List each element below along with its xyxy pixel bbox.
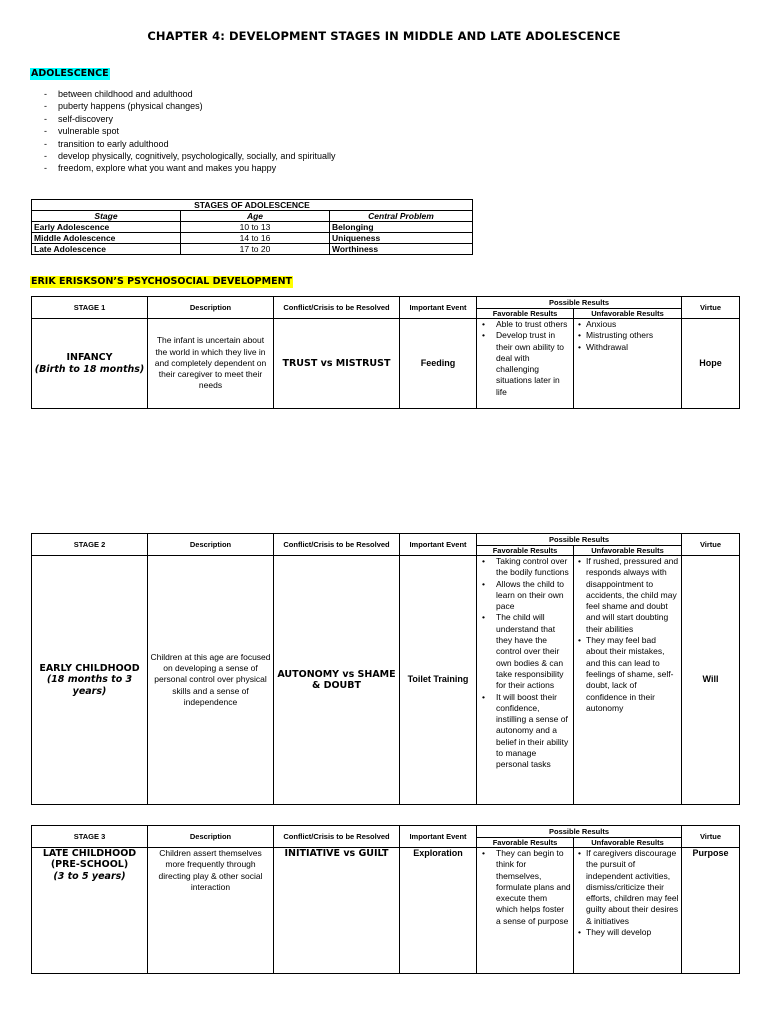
stage-age: (Birth to 18 months)	[34, 363, 145, 375]
table-row	[32, 244, 473, 255]
list-item: - puberty happens (physical changes)	[44, 100, 335, 112]
list-item: - vulnerable spot	[44, 125, 335, 137]
list-item: • Mistrusting others	[574, 330, 679, 341]
list-item: • If rushed, pressured and responds always with disappointment to accidents, the child may feel shame and doubt and will start doubting their abilities	[574, 556, 679, 635]
list-item: • Allows the child to learn on their own pace	[477, 579, 571, 613]
list-item: - freedom, explore what you want and makes you happy	[44, 162, 335, 174]
erikson-stage-1-table	[31, 296, 740, 409]
column-header: Important Event	[400, 826, 477, 848]
list-item: • If caregivers discourage the pursuit of independent activities, dismiss/criticize their efforts, children may feel guilty about their desires & initiatives	[574, 848, 679, 927]
description-cell: Children at this age are focused on developing a sense of personal control over physical skills and a sense of independence	[148, 556, 274, 805]
column-header: Central Problem	[330, 211, 473, 222]
adolescence-list	[44, 88, 335, 175]
conflict-cell: TRUST vs MISTRUST	[274, 319, 400, 409]
stage-cell: Early Adolescence	[32, 222, 181, 233]
column-header: Virtue	[682, 826, 740, 848]
event-cell: Feeding	[400, 319, 477, 409]
stage-name: LATE CHILDHOOD (PRE-SCHOOL)	[42, 848, 137, 871]
list-item: - transition to early adulthood	[44, 138, 335, 150]
list-item: • The child will understand that they have the control over their own bodies & can take responsibility for their actions	[477, 612, 571, 691]
event-cell: Toilet Training	[400, 556, 477, 805]
page-title: CHAPTER 4: DEVELOPMENT STAGES IN MIDDLE AND LATE ADOLESCENCE	[147, 29, 621, 43]
event-cell: Exploration	[400, 848, 477, 974]
stage-name-cell	[32, 319, 148, 409]
list-item: • Develop trust in their own ability to deal with challenging situations later in life	[477, 330, 571, 398]
stage-name-cell	[32, 556, 148, 805]
list-item: • Withdrawal	[574, 342, 679, 353]
erikson-stage-2-table	[31, 533, 740, 805]
column-header: Unfavorable Results	[574, 546, 682, 556]
description-cell: The infant is uncertain about the world in which they live in and completely dependent on their caregiver to meet their needs	[148, 319, 274, 409]
table-row	[32, 233, 473, 244]
table-row	[32, 222, 473, 233]
stage-age: (18 months to 3 years)	[46, 674, 133, 697]
column-header: Favorable Results	[477, 546, 574, 556]
stage-cell: Late Adolescence	[32, 244, 181, 255]
column-header: Conflict/Crisis to be Resolved	[274, 297, 400, 319]
column-header: Important Event	[400, 534, 477, 556]
virtue-cell: Hope	[682, 319, 740, 409]
list-item: - develop physically, cognitively, psychologically, socially, and spiritually	[44, 150, 335, 162]
erikson-stage-3-table	[31, 825, 740, 974]
column-header: Favorable Results	[477, 309, 574, 319]
stage-label: STAGE 2	[32, 534, 148, 556]
column-header: Unfavorable Results	[574, 838, 682, 848]
column-header: Possible Results	[477, 297, 682, 309]
favorable-cell	[477, 319, 574, 409]
column-header: Virtue	[682, 297, 740, 319]
stage-age: (3 to 5 years)	[53, 870, 126, 882]
favorable-cell	[477, 556, 574, 805]
virtue-cell: Will	[682, 556, 740, 805]
table-row	[32, 319, 740, 409]
column-header: Stage	[32, 211, 181, 222]
list-item: • Anxious	[574, 319, 679, 330]
age-cell: 14 to 16	[181, 233, 330, 244]
list-item: • They can begin to think for themselves, formulate plans and execute them which helps foster a sense of purpose	[477, 848, 571, 927]
column-header: Favorable Results	[477, 838, 574, 848]
unfavorable-cell	[574, 848, 682, 974]
unfavorable-cell	[574, 556, 682, 805]
description-cell: Children assert themselves more frequently through directing play & other social interaction	[148, 848, 274, 974]
age-cell: 10 to 13	[181, 222, 330, 233]
column-header: Possible Results	[477, 826, 682, 838]
list-item: - self-discovery	[44, 113, 335, 125]
column-header: Virtue	[682, 534, 740, 556]
table-row	[32, 556, 740, 805]
column-header: Age	[181, 211, 330, 222]
list-item: • Able to trust others	[477, 319, 571, 330]
column-header: Unfavorable Results	[574, 309, 682, 319]
stage-label: STAGE 1	[32, 297, 148, 319]
stage-name: INFANCY	[66, 352, 113, 364]
column-header: Conflict/Crisis to be Resolved	[274, 534, 400, 556]
unfavorable-cell	[574, 319, 682, 409]
virtue-cell: Purpose	[682, 848, 740, 974]
adolescence-heading: ADOLESCENCE	[31, 68, 109, 79]
problem-cell: Uniqueness	[330, 233, 473, 244]
table-caption: STAGES OF ADOLESCENCE	[32, 200, 473, 211]
column-header: Conflict/Crisis to be Resolved	[274, 826, 400, 848]
column-header: Description	[148, 534, 274, 556]
erikson-heading: ERIK ERISKSON’S PSYCHOSOCIAL DEVELOPMENT	[31, 276, 293, 287]
table-row	[32, 848, 740, 974]
problem-cell: Belonging	[330, 222, 473, 233]
list-item: • Taking control over the bodily functions	[477, 556, 571, 579]
stage-name: EARLY CHILDHOOD	[39, 663, 140, 675]
age-cell: 17 to 20	[181, 244, 330, 255]
column-header: Important Event	[400, 297, 477, 319]
column-header: Description	[148, 826, 274, 848]
conflict-cell: INITIATIVE vs GUILT	[274, 848, 400, 974]
list-item: • They will develop	[574, 927, 679, 938]
conflict-cell: AUTONOMY vs SHAME & DOUBT	[274, 556, 400, 805]
list-item: • They may feel bad about their mistakes, and this can lead to feelings of shame, self-doubt, lack of confidence in their autonomy	[574, 635, 679, 714]
stage-name-cell	[32, 848, 148, 974]
stage-cell: Middle Adolescence	[32, 233, 181, 244]
favorable-cell	[477, 848, 574, 974]
stages-of-adolescence-table	[31, 199, 473, 255]
stage-label: STAGE 3	[32, 826, 148, 848]
problem-cell: Worthiness	[330, 244, 473, 255]
list-item: • It will boost their confidence, instilling a sense of autonomy and a belief in their ability to manage personal tasks	[477, 692, 571, 771]
column-header: Description	[148, 297, 274, 319]
column-header: Possible Results	[477, 534, 682, 546]
list-item: - between childhood and adulthood	[44, 88, 335, 100]
